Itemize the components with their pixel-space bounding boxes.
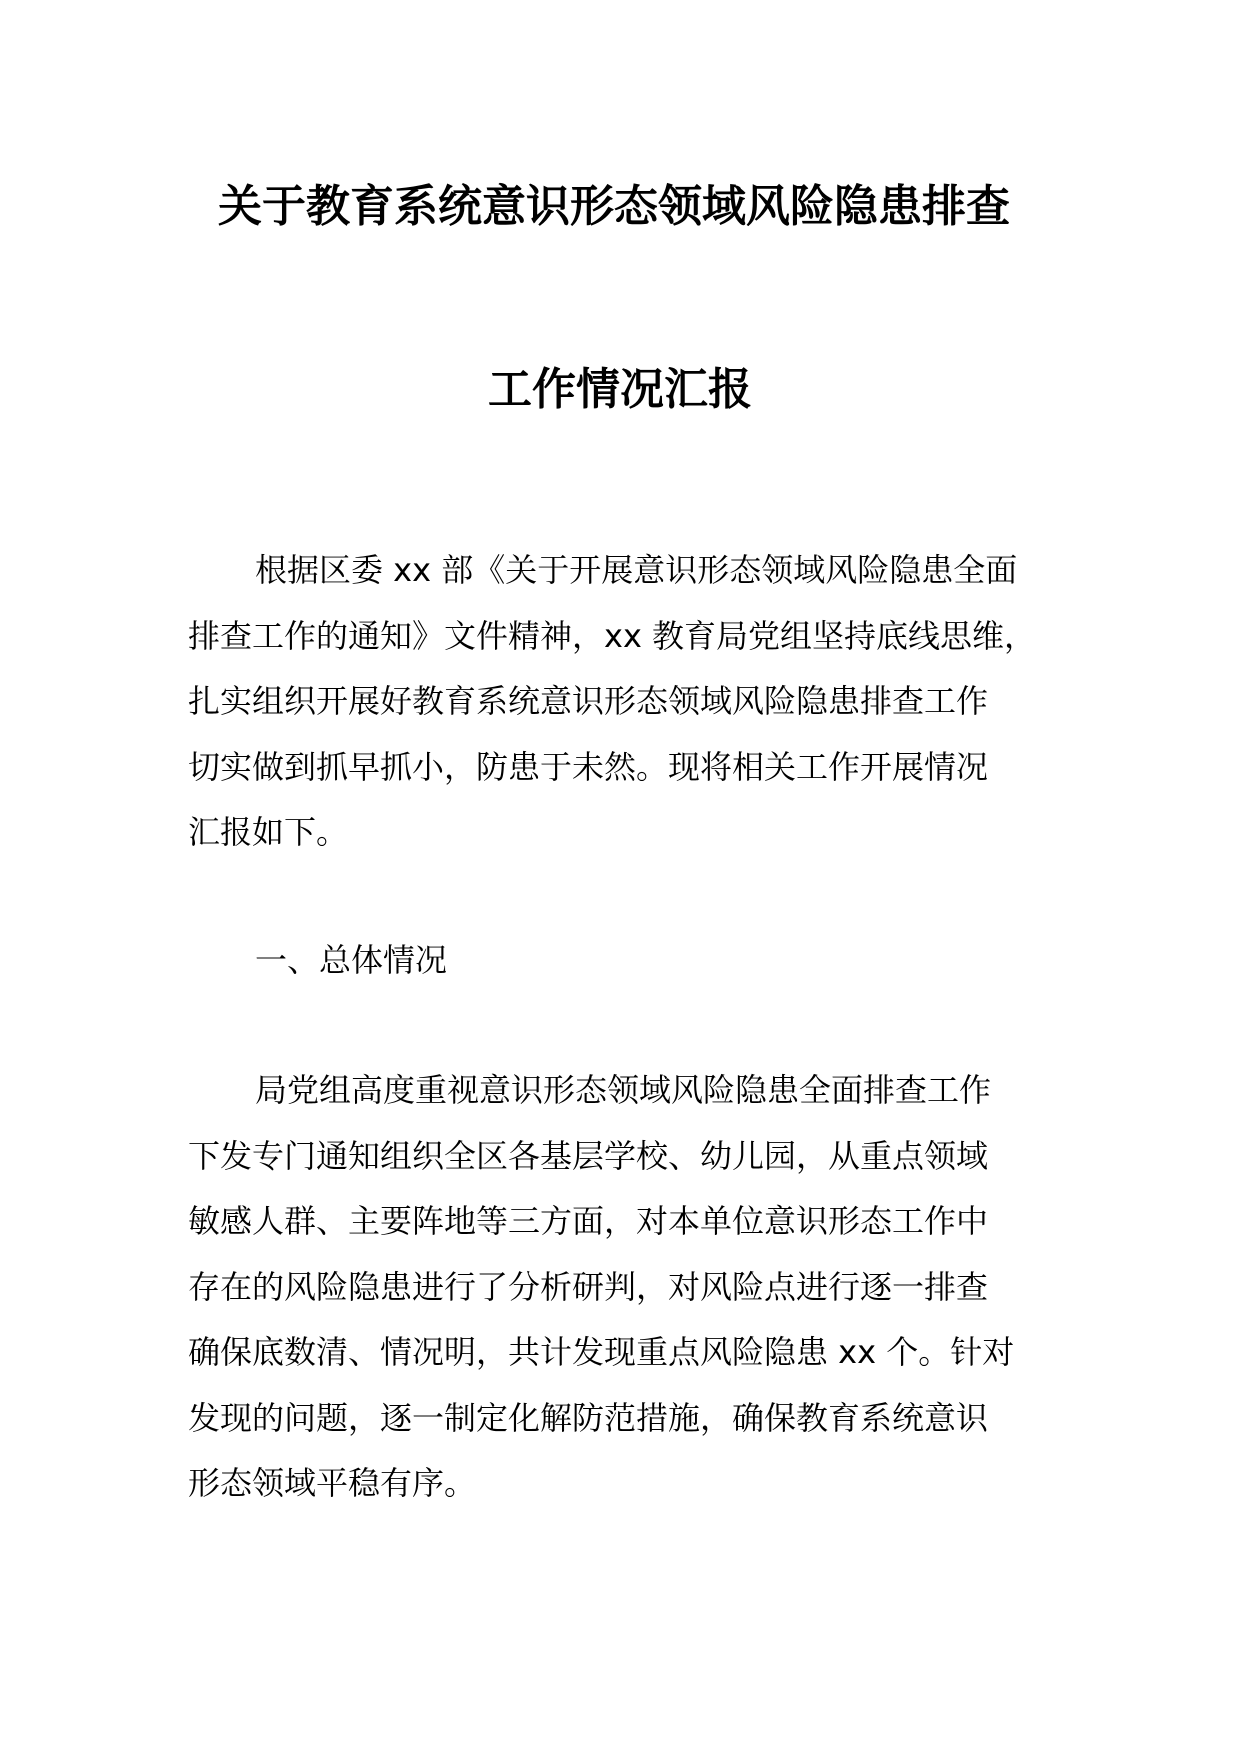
paragraph-line: 切实做到抓早抓小，防患于未然。现将相关工作开展情况 <box>188 747 989 786</box>
overview-paragraph <box>188 1058 1088 1517</box>
document-title-line-2: 工作情况汇报 <box>488 364 752 415</box>
section-heading-text: 一、总体情况 <box>255 941 448 979</box>
section-heading <box>188 928 1088 994</box>
intro-paragraph <box>188 538 1088 866</box>
paragraph-line: 存在的风险隐患进行了分析研判，对风险点进行逐一排查 <box>188 1267 989 1306</box>
paragraph-line: 确保底数清、情况明，共计发现重点风险隐患 xx 个。针对 <box>188 1333 1015 1371</box>
paragraph-line: 扎实组织开展好教育系统意识形态领域风险隐患排查工作 <box>188 682 989 720</box>
paragraph-line: 发现的问题，逐一制定化解防范措施，确保教育系统意识 <box>188 1398 989 1437</box>
paragraph-line: 排查工作的通知》文件精神，xx 教育局党组坚持底线思维， <box>188 616 1037 655</box>
document-title-line-1: 关于教育系统意识形态领域风险隐患排查 <box>218 181 1010 232</box>
paragraph-line: 汇报如下。 <box>188 813 349 851</box>
paragraph-line: 敏感人群、主要阵地等三方面，对本单位意识形态工作中 <box>188 1202 989 1240</box>
paragraph-line: 形态领域平稳有序。 <box>188 1464 477 1502</box>
paragraph-line: 根据区委 xx 部《关于开展意识形态领域风险隐患全面 <box>255 551 1018 589</box>
paragraph-line: 局党组高度重视意识形态领域风险隐患全面排查工作 <box>255 1071 992 1109</box>
paragraph-line: 下发专门通知组织全区各基层学校、幼儿园，从重点领域 <box>188 1136 989 1175</box>
